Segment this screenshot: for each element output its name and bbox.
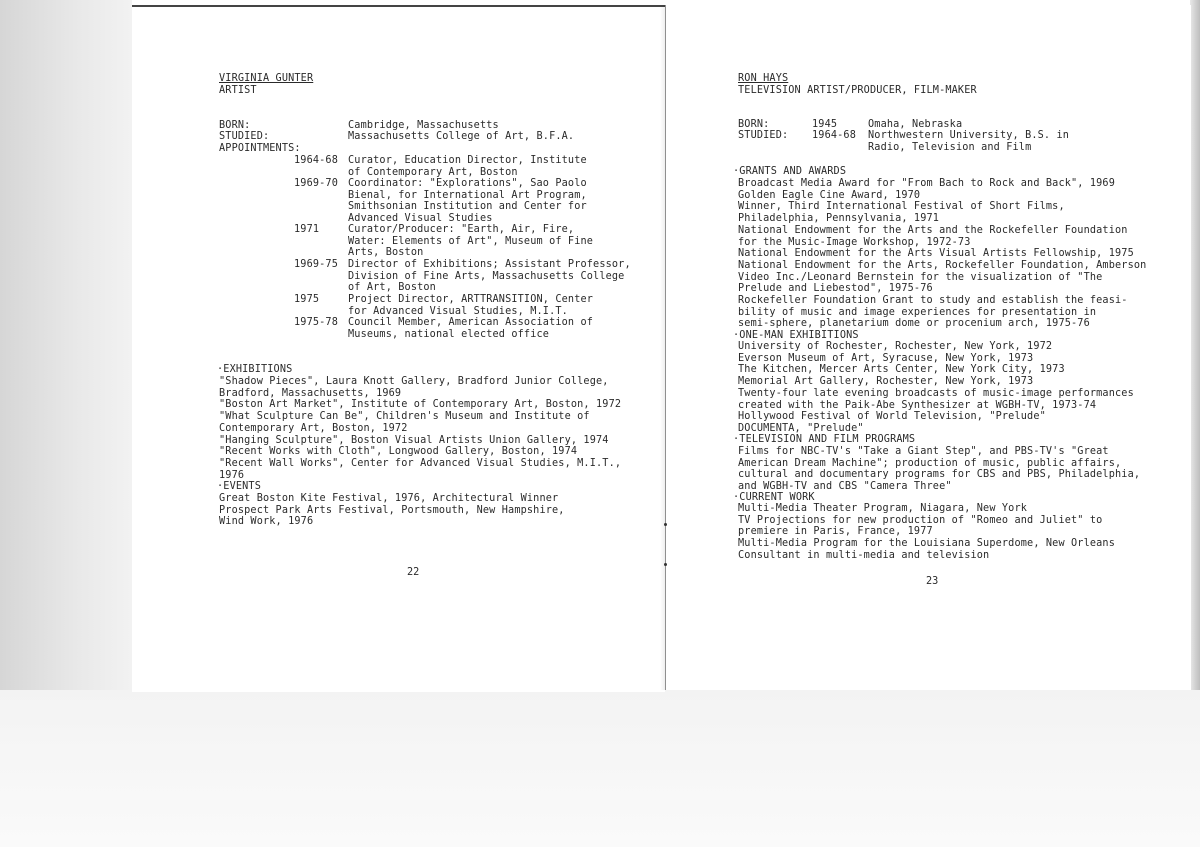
appointment-text: Council Member, American Association of Museums, national elected office bbox=[348, 317, 594, 340]
binding-mark bbox=[664, 563, 667, 566]
appointment-year: 1975 bbox=[294, 294, 320, 305]
appointment-text: Project Director, ARTTRANSITION, Center for Advanced Visual Studies, M.I.T. bbox=[348, 294, 594, 317]
appointment-text: Director of Exhibitions; Assistant Professor, Division of Fine Arts, Massachusetts College of Art, Boston bbox=[348, 259, 631, 294]
exhibitions-heading: ·EXHIBITIONS bbox=[217, 364, 293, 375]
one-man-exhibitions-list: University of Rochester, Rochester, New York, 1972 Everson Museum of Art, Syracuse, New York, 1973 The Kitchen, Mercer Arts Center, New York City, 1973 Memorial Art Gallery, Rochester, New York, 1973 Twenty-four late evening broadcasts of music-image performances created with the Paik-Abe Synthesizer at WGBH-TV, 1973-74 Hollywood Festival of World Television, "Prelude" DOCUMENTA, "Prelude" bbox=[738, 341, 1134, 434]
left-page bbox=[132, 5, 665, 692]
appointment-text: Coordinator: "Explorations", Sao Paolo Bienal, for International Art Program, Smithsonian Institution and Center for Advanced Visual Studies bbox=[348, 178, 587, 225]
page-number-right: 23 bbox=[926, 576, 939, 587]
appointment-year: 1969-70 bbox=[294, 178, 338, 189]
one-man-exhibitions-heading: ·ONE-MAN EXHIBITIONS bbox=[733, 330, 859, 341]
grants-heading: ·GRANTS AND AWARDS bbox=[733, 166, 847, 177]
artist-role: ARTIST bbox=[219, 85, 257, 96]
born-value: Cambridge, Massachusetts bbox=[348, 120, 499, 131]
born-label: BORN: bbox=[738, 119, 770, 130]
tv-film-programs-heading: ·TELEVISION AND FILM PROGRAMS bbox=[733, 434, 916, 445]
appointment-text: Curator/Producer: "Earth, Air, Fire, Water: Elements of Art", Museum of Fine Arts, Boston bbox=[348, 224, 594, 259]
appointment-text: Curator, Education Director, Institute of Contemporary Art, Boston bbox=[348, 155, 587, 178]
born-value: Omaha, Nebraska bbox=[868, 119, 963, 130]
studied-label: STUDIED: bbox=[738, 130, 789, 141]
artist-name: RON HAYS bbox=[738, 73, 789, 84]
book-spine bbox=[660, 5, 666, 690]
tv-film-programs-list: Films for NBC-TV's "Take a Giant Step", and PBS-TV's "Great American Dream Machine"; production of music, public affairs, cultural and documentary programs for CBS and PBS, Philadelphia, and WGBH-TV and CBS "Camera Three" bbox=[738, 446, 1141, 493]
appointments-label: APPOINTMENTS: bbox=[219, 143, 301, 154]
born-year: 1945 bbox=[812, 119, 838, 130]
studied-label: STUDIED: bbox=[219, 131, 270, 142]
page-number-left: 22 bbox=[407, 567, 420, 578]
appointment-year: 1971 bbox=[294, 224, 320, 235]
events-heading: ·EVENTS bbox=[217, 481, 261, 492]
studied-value: Northwestern University, B.S. in Radio, Television and Film bbox=[868, 130, 1070, 153]
artist-role: TELEVISION ARTIST/PRODUCER, FILM-MAKER bbox=[738, 85, 977, 96]
exhibitions-list: "Shadow Pieces", Laura Knott Gallery, Bradford Junior College, Bradford, Massachusetts, 1969 "Boston Art Market", Institute of Contemporary Art, Boston, 1972 "What Sculpture Can Be", Children's Museum and Institute of Contemporary Art, Boston, 1972 "Hanging Sculpture", Boston Visual Artists Union Gallery, 1974 "Recent Works with Cloth", Longwood Gallery, Boston, 1974 "Recent Wall Works", Center for Advanced Visual Studies, M.I.T., 1976 bbox=[219, 376, 622, 481]
current-work-heading: ·CURRENT WORK bbox=[733, 492, 815, 503]
artist-name: VIRGINIA GUNTER bbox=[219, 73, 314, 84]
binding-mark bbox=[664, 523, 667, 526]
studied-value: Massachusetts College of Art, B.F.A. bbox=[348, 131, 575, 142]
studied-year: 1964-68 bbox=[812, 130, 856, 141]
appointment-year: 1975-78 bbox=[294, 317, 338, 328]
events-list: Great Boston Kite Festival, 1976, Architectural Winner Prospect Park Arts Festival, Portsmouth, New Hampshire, Wind Work, 1976 bbox=[219, 493, 565, 528]
appointment-year: 1969-75 bbox=[294, 259, 338, 270]
born-label: BORN: bbox=[219, 120, 251, 131]
scan-background-right bbox=[1190, 0, 1200, 690]
grants-list: Broadcast Media Award for "From Bach to Rock and Back", 1969 Golden Eagle Cine Award, 1970 Winner, Third International Festival of Short Films, Philadelphia, Pennsylvania, 1971 National Endowment for the Arts and the Rockefeller Foundation for the Music-Image Workshop, 1972-73 National Endowment for the Arts Visual Artists Fellowship, 1975 National Endowment for the Arts, Rockefeller Foundation, Amberson Video Inc./Leonard Bernstein for the visualization of "The Prelude and Liebestod", 1975-76 Rockefeller Foundation Grant to study and establish the feasi- bility of music and image experiences for presentation in semi-sphere, planetarium dome or procenium arch, 1975-76 bbox=[738, 178, 1147, 330]
appointment-year: 1964-68 bbox=[294, 155, 338, 166]
scan-background-left bbox=[0, 0, 132, 690]
scan-background-bottom bbox=[0, 690, 1200, 847]
current-work-list: Multi-Media Theater Program, Niagara, New York TV Projections for new production of "Romeo and Juliet" to premiere in Paris, France, 1977 Multi-Media Program for the Louisiana Superdome, New Orleans Consultant in multi-media and television bbox=[738, 503, 1116, 561]
